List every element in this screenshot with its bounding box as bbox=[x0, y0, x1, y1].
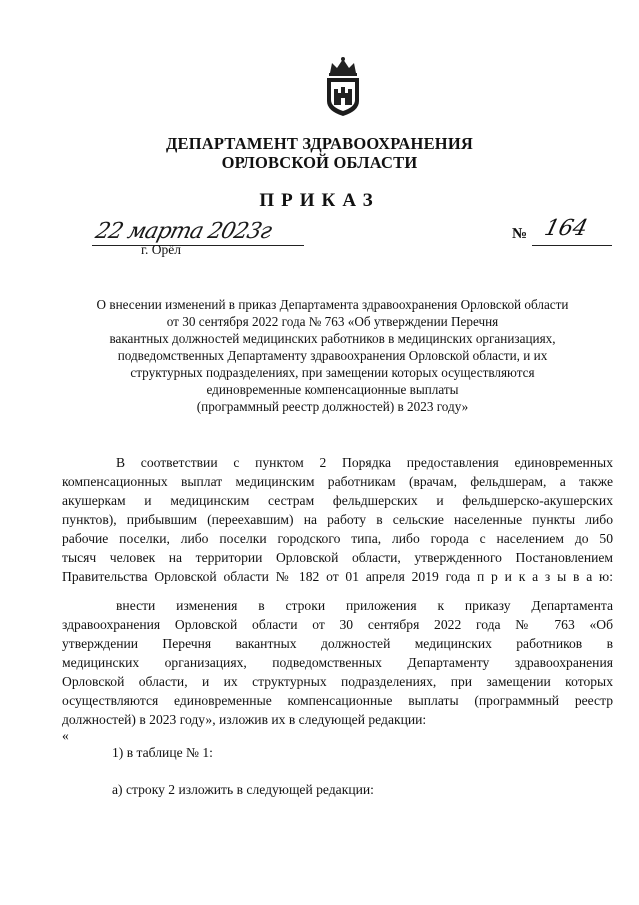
paragraph1-line: рабочие поселки, либо поселки городского типа, либо города с населением до 50 bbox=[62, 531, 613, 546]
paragraph2-line: осуществляются единовременные компенсационные выплаты (программный реестр bbox=[62, 693, 613, 708]
paragraph1-line: компенсационных выплат медицинским работникам (врачам, фельдшерам, а также bbox=[62, 474, 613, 489]
coat-of-arms-icon bbox=[322, 55, 364, 117]
list-item-1: 1) в таблице № 1: bbox=[112, 745, 213, 760]
paragraph2-line: внести изменения в строки приложения к приказу Департамента bbox=[116, 598, 613, 613]
paragraph2-line: медицинских организациях, подведомственных Департаменту здравоохранения bbox=[62, 655, 613, 670]
paragraph2-line: должностей) в 2023 году», изложив их в следующей редакции: bbox=[62, 712, 427, 727]
handwritten-date: 22 марта 2023г bbox=[92, 219, 274, 244]
paragraph1-line: тысяч человек на территории Орловской области, утвержденного Постановлением bbox=[62, 550, 613, 565]
subject-line: подведомственных Департаменту здравоохранения Орловской области, и их bbox=[117, 348, 548, 363]
subject-line: от 30 сентября 2022 года № 763 «Об утверждении Перечня bbox=[166, 314, 499, 329]
subject-line: вакантных должностей медицинских работников в медицинских организациях, bbox=[109, 331, 556, 346]
subject-line: О внесении изменений в приказ Департамента здравоохранения Орловской области bbox=[96, 297, 569, 312]
list-item-a: а) строку 2 изложить в следующей редакции: bbox=[112, 782, 374, 797]
number-underline bbox=[532, 245, 612, 246]
subject-line: структурных подразделениях, при замещении которых осуществляются bbox=[130, 365, 535, 380]
department-name-line1: ДЕПАРТАМЕНТ ЗДРАВООХРАНЕНИЯ bbox=[166, 134, 473, 153]
paragraph1-line: Правительства Орловской области № 182 от 01 апреля 2019 года п р и к а з ы в а ю: bbox=[62, 569, 613, 584]
paragraph2-line: Орловской области, и их структурных подразделениях, при замещении которых bbox=[62, 674, 613, 689]
paragraph2-line: здравоохранения Орловской области от 30 сентября 2022 года № 763 «Об bbox=[62, 617, 613, 632]
city-label: г. Орёл bbox=[141, 242, 181, 257]
subject-line: единовременные компенсационные выплаты bbox=[206, 382, 459, 397]
date-underline bbox=[92, 245, 304, 246]
order-subject bbox=[60, 296, 605, 415]
order-number-handwritten: 164 bbox=[541, 216, 591, 241]
document-type-title: ПРИКАЗ bbox=[259, 190, 380, 211]
paragraph1-line: пунктов), прибывшим (переехавшим) на работу в сельские населенные пункты либо bbox=[62, 512, 613, 527]
department-name-line2: ОРЛОВСКОЙ ОБЛАСТИ bbox=[221, 153, 418, 172]
order-number-label: № bbox=[512, 226, 528, 242]
subject-line: (программный реестр должностей) в 2023 году» bbox=[196, 399, 469, 414]
paragraph1-line: В соответствии с пунктом 2 Порядка предоставления единовременных bbox=[116, 455, 613, 470]
opening-quote: « bbox=[62, 728, 69, 743]
paragraph2-line: утверждении Перечня вакантных должностей медицинских работников в bbox=[62, 636, 613, 651]
paragraph1-line: акушеркам и медицинским сестрам фельдшерских и фельдшерско-акушерских bbox=[62, 493, 613, 508]
